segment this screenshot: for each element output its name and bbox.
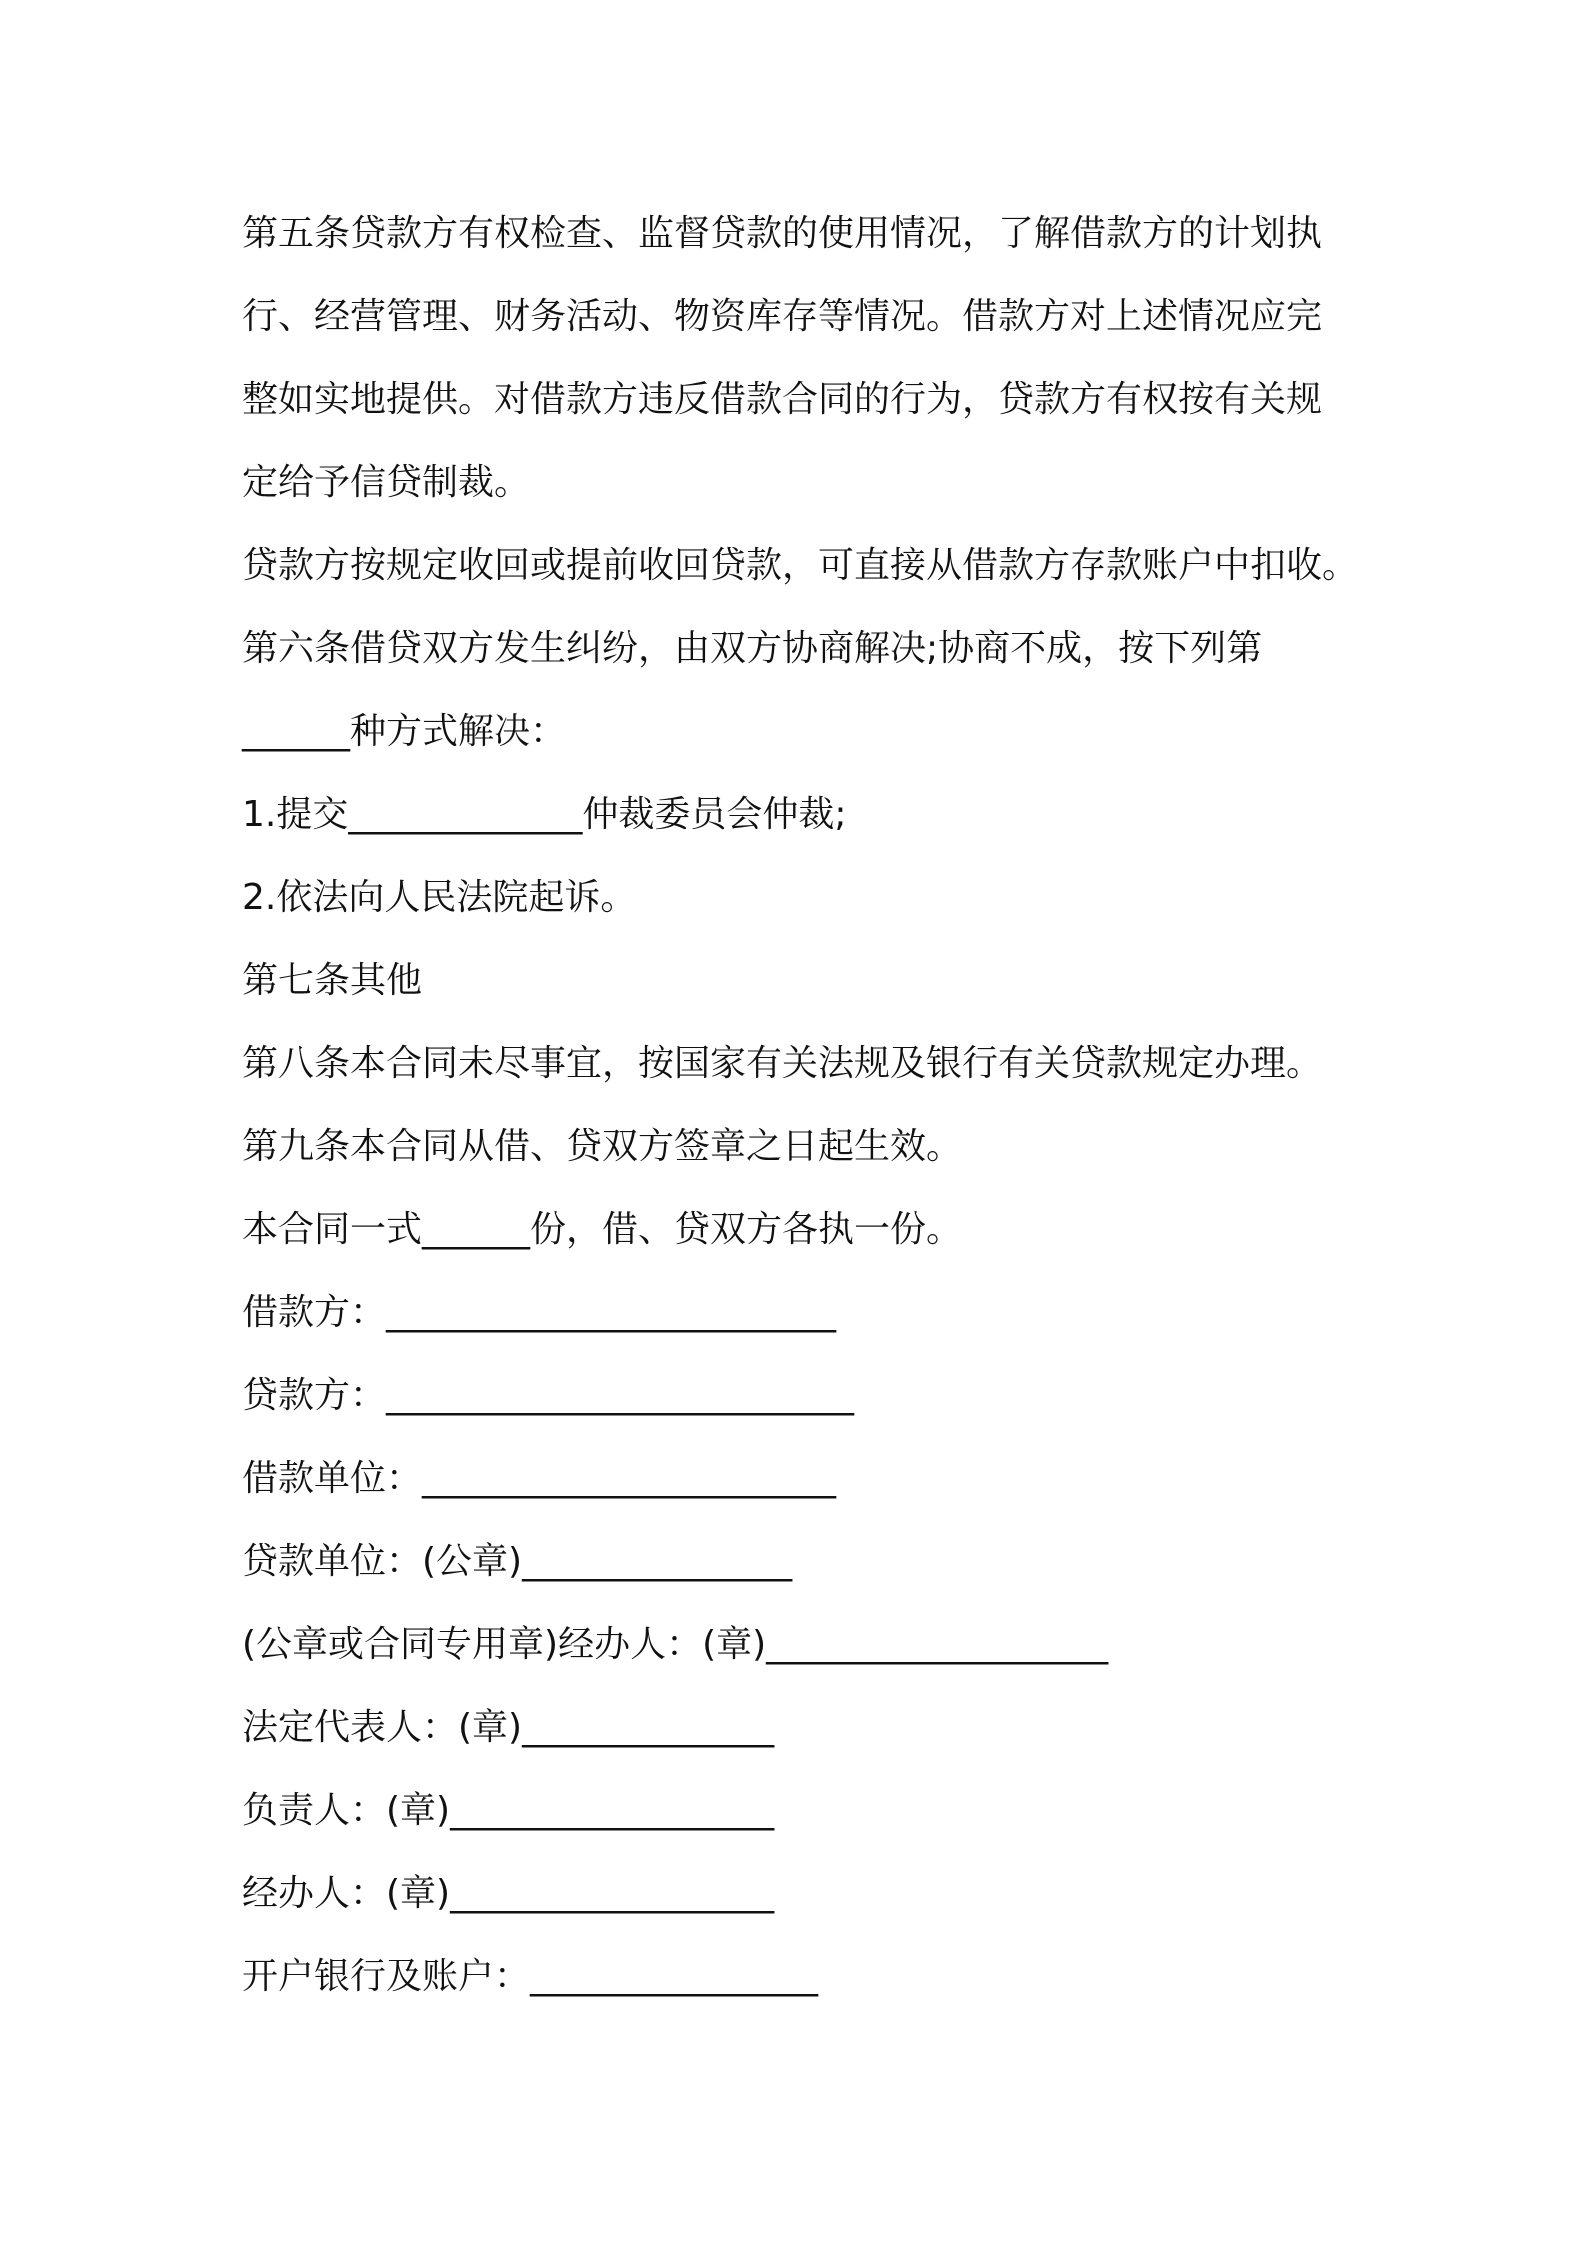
- field-lender: 贷款方：__________________________: [242, 1375, 855, 1416]
- field-contract-seal-agent: (公章或合同专用章)经办人：(章)___________________: [242, 1624, 1109, 1665]
- paragraph-article-5-line-4: 定给予信贷制裁。: [242, 462, 531, 503]
- field-legal-representative: 法定代表人：(章)______________: [242, 1707, 775, 1748]
- paragraph-recall-loan: 贷款方按规定收回或提前收回贷款，可直接从借款方存款账户中扣收。: [242, 545, 1359, 586]
- paragraph-article-8: 第八条本合同未尽事宜，按国家有关法规及银行有关贷款规定办理。: [242, 1043, 1323, 1084]
- option-arbitration: 1.提交_____________仲裁委员会仲裁;: [242, 794, 847, 835]
- paragraph-copies: 本合同一式______份，借、贷双方各执一份。: [242, 1209, 963, 1250]
- heading-article-7: 第七条其他: [242, 960, 423, 1001]
- paragraph-article-5-line-1: 第五条贷款方有权检查、监督贷款的使用情况，了解借款方的计划执: [242, 213, 1323, 254]
- field-agent: 经办人：(章)__________________: [242, 1873, 775, 1914]
- paragraph-article-6-line-2: ______种方式解决：: [242, 711, 567, 752]
- field-person-in-charge: 负责人：(章)__________________: [242, 1790, 775, 1831]
- option-court: 2.依法向人民法院起诉。: [242, 877, 637, 918]
- field-bank-account: 开户银行及账户：________________: [242, 1956, 819, 1997]
- field-lending-unit: 贷款单位：(公章)_______________: [242, 1541, 793, 1582]
- paragraph-article-6-line-1: 第六条借贷双方发生纠纷，由双方协商解决;协商不成，按下列第: [242, 628, 1263, 669]
- field-borrower: 借款方：_________________________: [242, 1292, 837, 1333]
- field-borrowing-unit: 借款单位：_______________________: [242, 1458, 837, 1499]
- paragraph-article-5-line-3: 整如实地提供。对借款方违反借款合同的行为，贷款方有权按有关规: [242, 379, 1323, 420]
- paragraph-article-5-line-2: 行、经营管理、财务活动、物资库存等情况。借款方对上述情况应完: [242, 296, 1323, 337]
- paragraph-article-9: 第九条本合同从借、贷双方签章之日起生效。: [242, 1126, 963, 1167]
